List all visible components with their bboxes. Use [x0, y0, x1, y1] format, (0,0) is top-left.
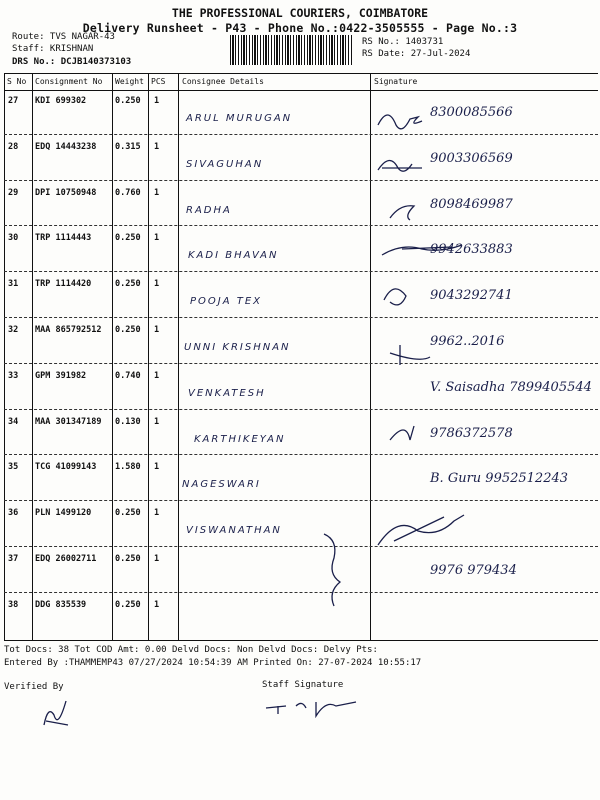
row-signature-phone: V. Saisadha 7899405544 — [430, 379, 592, 395]
row-weight: 0.250 — [115, 279, 141, 290]
row-sno: 33 — [8, 370, 19, 381]
row-consignee: ARUL MURUGAN — [186, 113, 293, 124]
col-divider — [32, 74, 33, 640]
barcode — [230, 35, 352, 65]
row-weight: 0.250 — [115, 508, 141, 519]
row-consignee: NAGESWARI — [182, 479, 261, 491]
row-consignment-no: TRP 1114420 — [35, 279, 92, 290]
row-consignment-no: PLN 1499120 — [35, 508, 92, 519]
row-pcs: 1 — [154, 233, 160, 244]
row-pcs: 1 — [154, 599, 160, 610]
verifier-signature — [38, 695, 78, 735]
row-consignment-no: EDQ 14443238 — [35, 141, 97, 152]
row-signature-phone: 8098469987 — [430, 196, 513, 212]
col-divider — [4, 74, 5, 640]
row-sno: 32 — [8, 325, 19, 335]
row-signature-phone: 9043292741 — [430, 288, 513, 304]
entered-by-line: Entered By :THAMMEMP43 07/27/2024 10:54:39 AM Printed On: 27-07-2024 10:55:17 — [4, 658, 422, 668]
row-weight: 0.250 — [115, 325, 141, 335]
row-signature-phone: 9962..2016 — [430, 334, 505, 349]
col-header-signature: Signature — [374, 77, 418, 86]
row-sno: 34 — [8, 416, 19, 427]
row-consignee: VENKATESH — [188, 387, 266, 399]
row-weight: 1.580 — [115, 462, 141, 473]
row-consignee: KARTHIKEYAN — [194, 433, 286, 445]
row-signature-phone: 9942633883 — [430, 242, 513, 258]
row-consignment-no: TCG 41099143 — [35, 462, 97, 473]
col-header-consignee: Consignee Details — [182, 77, 264, 86]
row-weight: 0.250 — [115, 554, 141, 564]
row-pcs: 1 — [154, 370, 160, 381]
row-pcs: 1 — [154, 325, 160, 335]
col-divider — [112, 74, 113, 640]
totals-line: Tot Docs: 38 Tot COD Amt: 0.00 Delvd Docs: Non Delvd Docs: Delvy Pts: — [4, 645, 378, 655]
row-sno: 37 — [8, 554, 19, 564]
row-sno: 38 — [8, 599, 19, 610]
row-signature-phone: B. Guru 9952512243 — [430, 471, 569, 487]
col-header-sno: S No — [7, 77, 27, 86]
row-signature-phone: 9786372578 — [430, 425, 513, 441]
table-header-rule — [4, 90, 598, 91]
col-divider — [178, 74, 179, 640]
row-signature-phone: 9003306569 — [430, 150, 513, 166]
bracket-mark — [318, 530, 348, 610]
row-sno: 35 — [8, 462, 19, 473]
table-top-rule — [4, 73, 598, 74]
drs-number: DRS No.: DCJB140373103 — [12, 57, 132, 67]
signature-scribbles — [370, 95, 598, 635]
runsheet-subtitle: Delivery Runsheet - P43 - Phone No.:0422-3505555 - Page No.:3 — [82, 21, 518, 35]
row-consignment-no: KDI 699302 — [35, 96, 87, 106]
row-consignment-no: MAA 301347189 — [35, 416, 102, 427]
row-weight: 0.250 — [115, 233, 141, 244]
row-weight: 0.315 — [115, 141, 141, 152]
row-weight: 0.250 — [115, 599, 141, 610]
row-pcs: 1 — [154, 141, 160, 152]
row-pcs: 1 — [154, 279, 160, 290]
row-sno: 36 — [8, 508, 19, 519]
row-consignment-no: TRP 1114443 — [35, 233, 92, 244]
row-consignment-no: DPI 10750948 — [35, 187, 97, 198]
company-title: THE PROFESSIONAL COURIERS, COIMBATORE — [171, 6, 429, 20]
row-sno: 29 — [8, 187, 19, 198]
table-bottom-rule — [4, 640, 598, 641]
row-weight: 0.760 — [115, 187, 141, 198]
row-consignee: VISWANATHAN — [186, 525, 282, 537]
col-header-consignment: Consignment No — [35, 77, 103, 86]
row-pcs: 1 — [154, 416, 160, 427]
row-sno: 27 — [8, 96, 19, 106]
row-weight: 0.130 — [115, 416, 141, 427]
col-header-pcs: PCS — [151, 77, 166, 86]
rs-number: RS No.: 1403731 — [362, 37, 444, 47]
row-sno: 30 — [8, 233, 19, 244]
row-pcs: 1 — [154, 508, 160, 519]
row-sno: 28 — [8, 141, 19, 152]
row-consignee: RADHA — [186, 204, 232, 216]
staff-signature-label: Staff Signature — [262, 680, 344, 690]
row-weight: 0.740 — [115, 370, 141, 381]
row-consignee: KADI BHAVAN — [188, 250, 279, 262]
col-header-weight: Weight — [115, 77, 144, 86]
row-pcs: 1 — [154, 96, 160, 106]
row-consignee: UNNI KRISHNAN — [184, 342, 291, 353]
row-consignment-no: EDQ 26002711 — [35, 554, 97, 564]
row-pcs: 1 — [154, 187, 160, 198]
staff-signature — [262, 688, 372, 718]
staff-label: Staff: KRISHNAN — [12, 44, 94, 54]
row-consignment-no: GPM 391982 — [35, 370, 87, 381]
row-weight: 0.250 — [115, 96, 141, 106]
verified-by-label: Verified By — [4, 682, 64, 692]
row-consignee: SIVAGUHAN — [186, 158, 264, 170]
row-consignment-no: DDG 835539 — [35, 599, 87, 610]
row-pcs: 1 — [154, 462, 160, 473]
row-sno: 31 — [8, 279, 19, 290]
rs-date: RS Date: 27-Jul-2024 — [362, 49, 471, 59]
col-divider — [148, 74, 149, 640]
row-signature-phone: 8300085566 — [430, 105, 513, 120]
row-consignee: POOJA TEX — [190, 296, 263, 308]
row-signature-phone: 9976 979434 — [430, 563, 517, 578]
row-consignment-no: MAA 865792512 — [35, 325, 102, 335]
row-pcs: 1 — [154, 554, 160, 564]
route-label: Route: TVS NAGAR-43 — [12, 32, 115, 42]
